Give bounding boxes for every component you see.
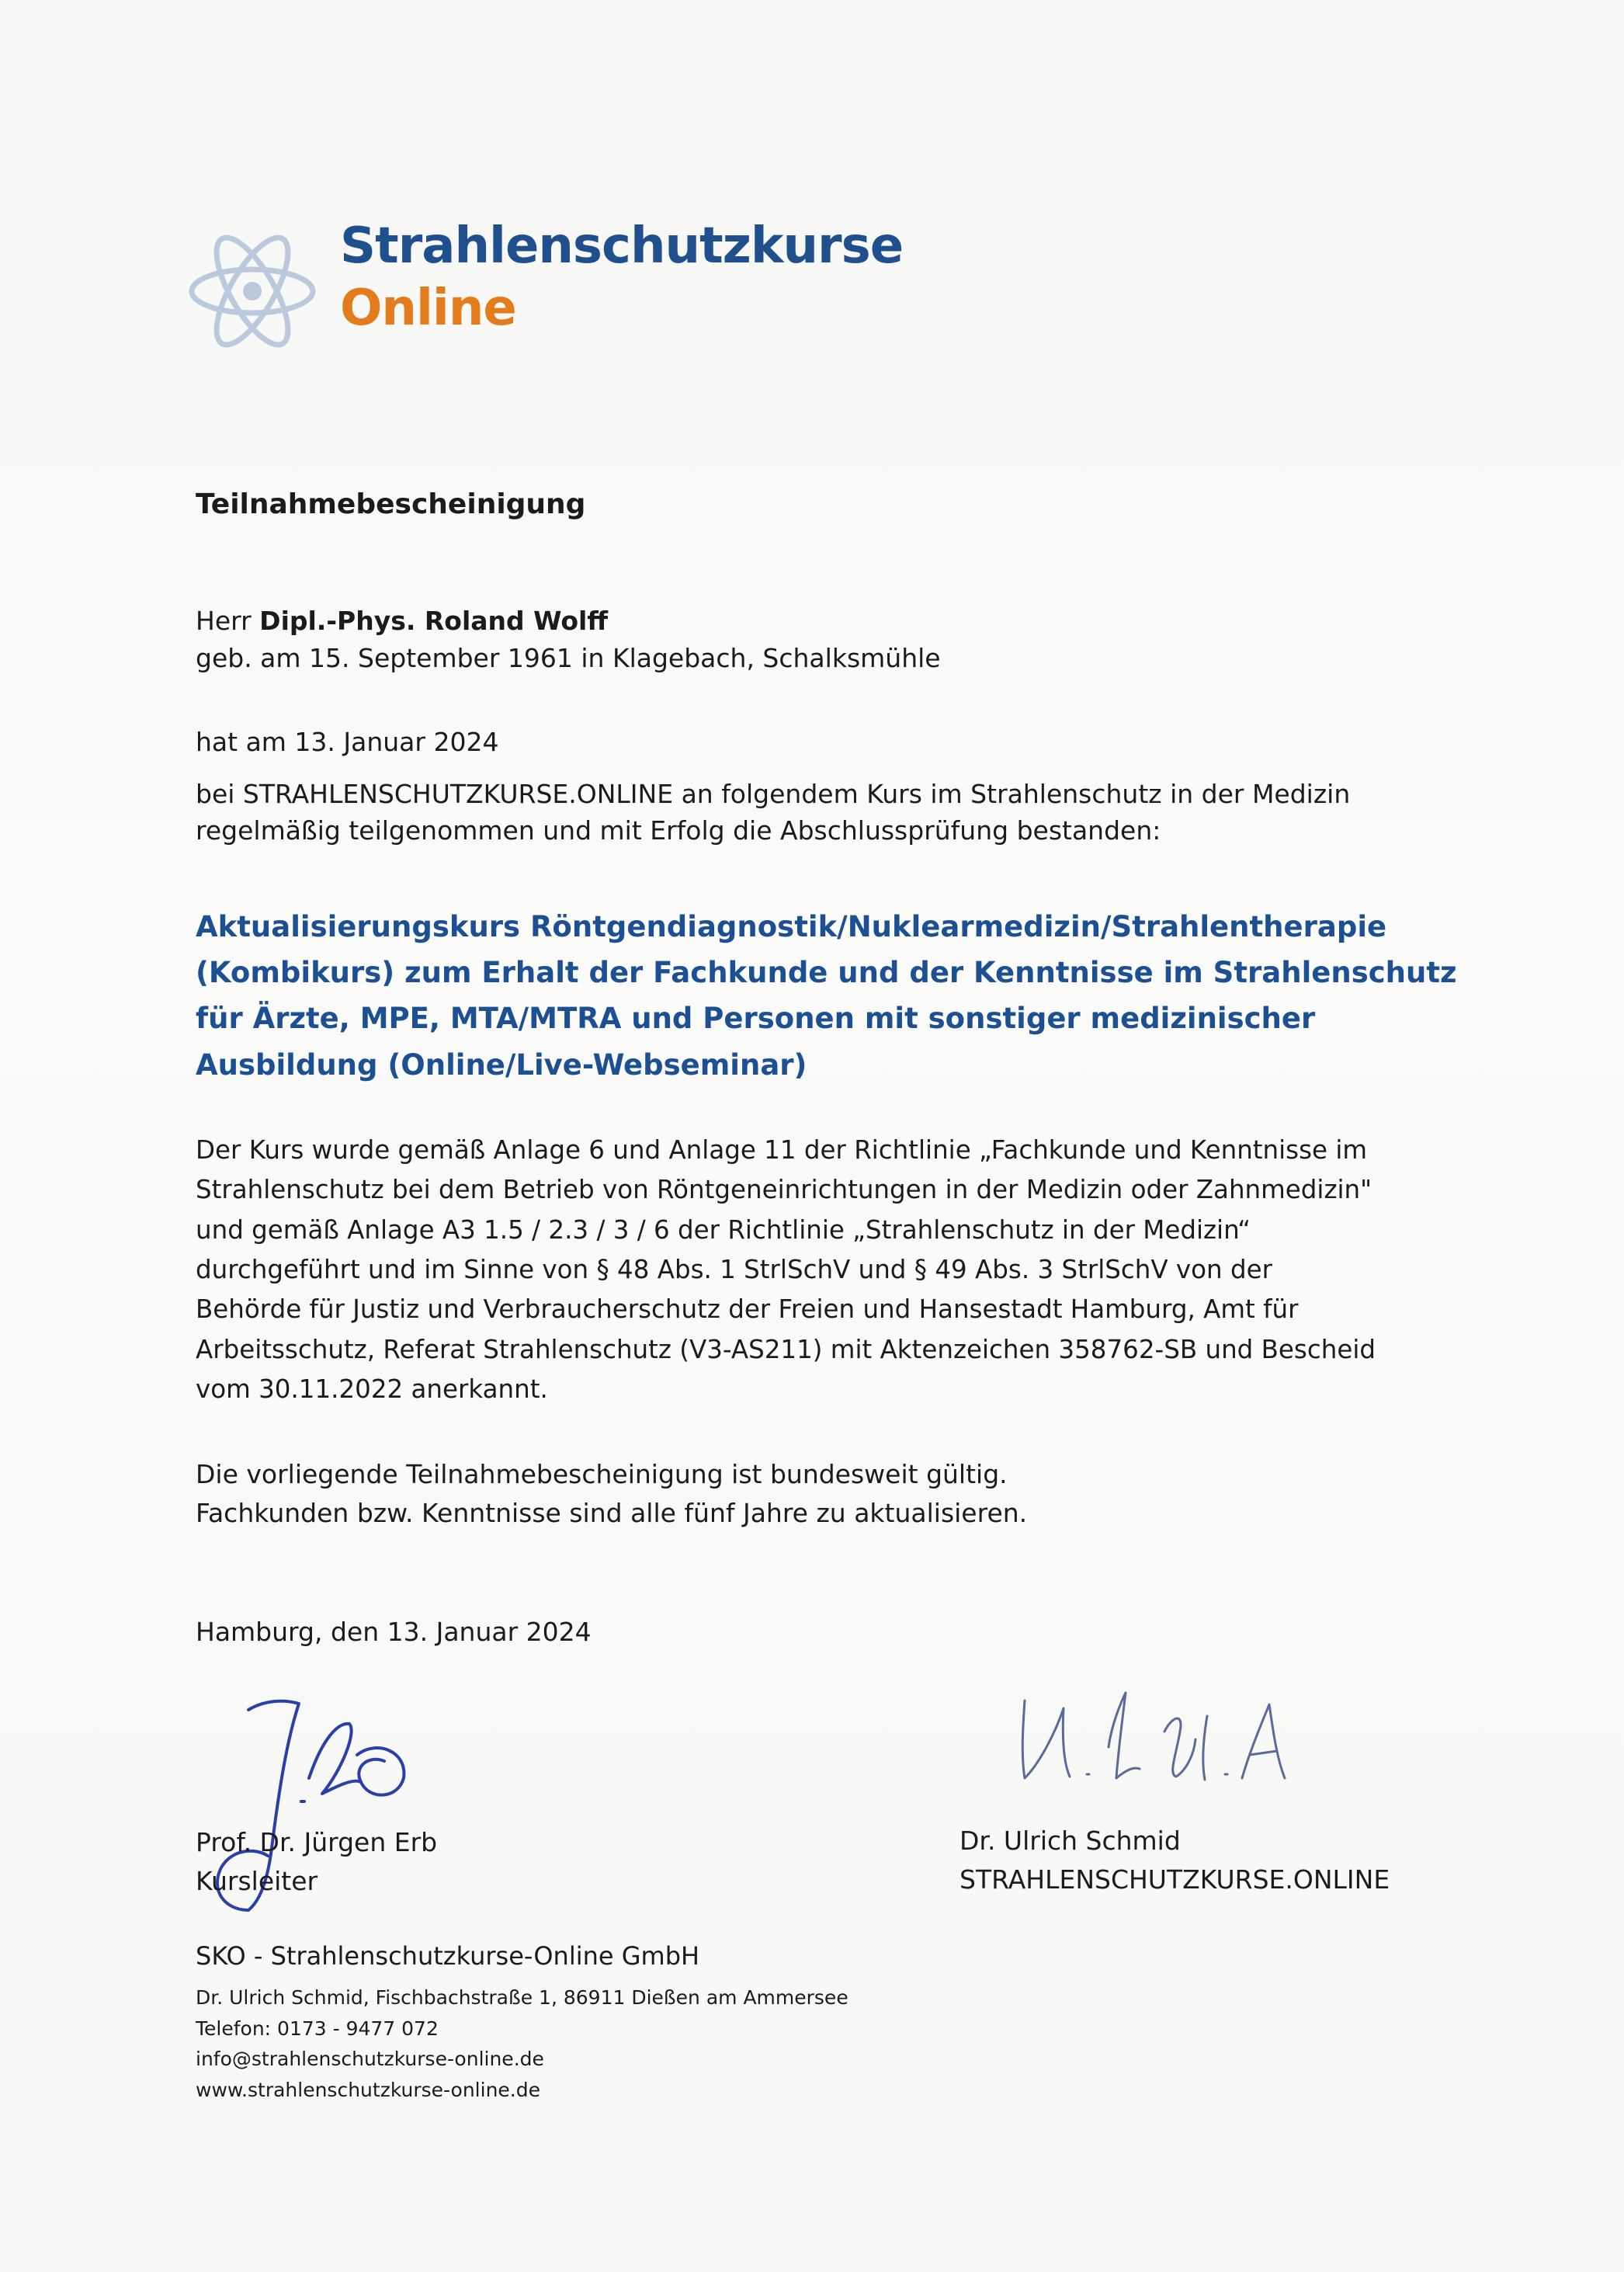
document-title: Teilnahmebescheinigung [196,488,586,520]
signer-managing-director [959,1822,1390,1899]
participant-line [196,606,608,637]
course-title-line: (Kombikurs) zum Erhalt der Fachkunde und der Kenntnisse im Strahlenschutz [196,956,1457,990]
accreditation-paragraph [196,1131,1376,1409]
signer-name: Prof. Dr. Jürgen Erb [196,1827,438,1857]
signer-role: STRAHLENSCHUTZKURSE.ONLINE [959,1864,1390,1895]
accreditation-line: Behörde für Justiz und Verbraucherschutz der Freien und Hansestadt Hamburg, Amt für [196,1294,1299,1325]
footer-address: Dr. Ulrich Schmid, Fischbachstraße 1, 86911 Dießen am Ammersee [196,1986,848,2009]
participant-name: Dipl.-Phys. Roland Wolff [259,606,609,636]
place-and-date: Hamburg, den 13. Januar 2024 [196,1617,592,1647]
course-title-line: für Ärzte, MPE, MTA/MTRA und Personen mit sonstiger medizinischer [196,1002,1316,1036]
signature-managing-director [1009,1677,1304,1794]
birth-info: geb. am 15. September 1961 in Klagebach, Schalksmühle [196,643,941,673]
course-title-line: Aktualisierungskurs Röntgendiagnostik/Nuklearmedizin/Strahlentherapie [196,910,1387,943]
intro-line: bei STRAHLENSCHUTZKURSE.ONLINE an folgendem Kurs im Strahlenschutz in der Medizin [196,779,1351,809]
footer-contact-block [196,1982,848,2105]
atom-icon [186,225,318,357]
footer-email: info@strahlenschutzkurse-online.de [196,2048,544,2070]
footer-website: www.strahlenschutzkurse-online.de [196,2078,540,2101]
accreditation-line: Strahlenschutz bei dem Betrieb von Röntgeneinrichtungen in der Medizin oder Zahnmedizin" [196,1175,1372,1205]
signer-course-leader [196,1823,437,1900]
accreditation-line: durchgeführt und im Sinne von § 48 Abs. 1 StrlSchV und § 49 Abs. 3 StrlSchV von der [196,1255,1272,1285]
accreditation-line: Arbeitsschutz, Referat Strahlenschutz (V3-AS211) mit Aktenzeichen 358762-SB und Bescheid [196,1334,1376,1364]
footer-phone: Telefon: 0173 - 9477 072 [196,2017,439,2040]
intro-line: regelmäßig teilgenommen und mit Erfolg die Abschlussprüfung bestanden: [196,815,1161,846]
validity-paragraph [196,1455,1027,1532]
intro-paragraph [196,776,1350,849]
validity-line: Die vorliegende Teilnahmebescheinigung ist bundesweit gültig. [196,1459,1008,1489]
company-logo [186,217,963,373]
course-title [196,904,1457,1088]
logo-text-primary: Strahlenschutzkurse [340,217,904,275]
accreditation-line: und gemäß Anlage A3 1.5 / 2.3 / 3 / 6 der Richtlinie „Strahlenschutz in der Medizin“ [196,1214,1251,1245]
signer-name: Dr. Ulrich Schmid [959,1826,1181,1856]
signer-role: Kursleiter [196,1865,318,1896]
salutation: Herr [196,606,252,636]
validity-line: Fachkunden bzw. Kenntnisse sind alle fünf Jahre zu aktualisieren. [196,1497,1028,1528]
attendance-date: hat am 13. Januar 2024 [196,727,499,757]
course-title-line: Ausbildung (Online/Live-Webseminar) [196,1047,807,1082]
footer-company-name: SKO - Strahlenschutzkurse-Online GmbH [196,1941,700,1971]
accreditation-line: vom 30.11.2022 anerkannt. [196,1374,548,1405]
logo-text-secondary: Online [340,280,516,337]
accreditation-line: Der Kurs wurde gemäß Anlage 6 und Anlage 11 der Richtlinie „Fachkunde und Kenntnisse im [196,1135,1368,1165]
